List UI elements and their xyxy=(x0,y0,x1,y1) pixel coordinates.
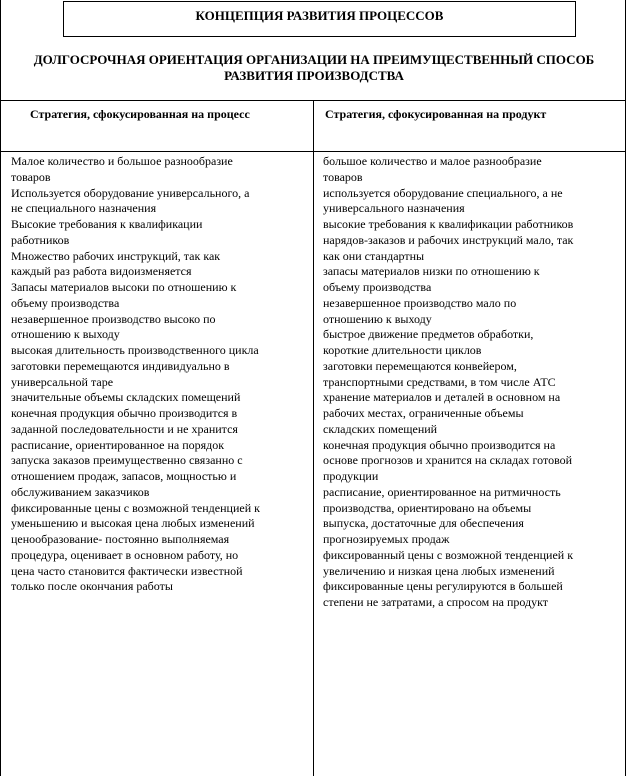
product-column-line: как они стандартны xyxy=(323,248,425,263)
process-column-line: Запасы материалов высоки по отношению к xyxy=(11,280,237,294)
process-column-line: Множество рабочих инструкций, так как xyxy=(11,248,221,263)
product-column-line: фиксированные цены регулируются в большей xyxy=(323,579,563,594)
process-column-line: высокая длительность производственного цикла xyxy=(11,343,259,357)
process-column-line: товаров xyxy=(11,169,51,184)
product-column-line: увеличению и низкая цена любых изменений xyxy=(323,563,555,578)
product-column-line: незавершенное производство мало по xyxy=(323,295,517,310)
product-column-line: высокие требования к квалификации работников xyxy=(323,217,574,231)
product-column-line: короткие длительности циклов xyxy=(323,343,482,357)
page-subtitle xyxy=(6,52,622,84)
product-column-text xyxy=(323,154,623,611)
left-border xyxy=(0,0,1,776)
product-column-line: используется оборудование специального, а не xyxy=(323,185,563,200)
product-column-line: нарядов-заказов и рабочих инструкций мало, так xyxy=(323,232,574,247)
process-column-line: значительные объемы складских помещений xyxy=(11,390,241,405)
process-column-line: работников xyxy=(11,232,70,247)
product-column-line: отношению к выходу xyxy=(323,311,432,326)
process-column-line: Малое количество и большое разнообразие xyxy=(11,154,233,168)
product-column-line: большое количество и малое разнообразие xyxy=(323,154,542,168)
process-column-line: ценообразование- постоянно выполняемая xyxy=(11,532,230,546)
header-bottom-rule xyxy=(0,151,626,152)
product-column-line: фиксированный цены с возможной тенденцией к xyxy=(323,547,574,562)
process-column-line: отношением продаж, запасов, мощностью и xyxy=(11,469,237,483)
process-column-line: расписание, ориентированное на порядок xyxy=(11,437,225,452)
process-column-line: Высокие требования к квалификации xyxy=(11,217,203,231)
process-column-line: запуска заказов преимущественно связанно с xyxy=(11,453,243,468)
product-column-line: продукции xyxy=(323,469,379,483)
process-column-line: только после окончания работы xyxy=(11,579,173,594)
product-column-line: заготовки перемещаются конвейером, xyxy=(323,358,517,373)
page-title: КОНЦЕПЦИЯ РАЗВИТИЯ ПРОЦЕССОВ xyxy=(63,1,576,37)
process-column-line: уменьшению и высокая цена любых изменений xyxy=(11,516,255,531)
process-column-line: обслуживанием заказчиков xyxy=(11,484,150,499)
subtitle-line-1: ДОЛГОСРОЧНАЯ ОРИЕНТАЦИЯ ОРГАНИЗАЦИИ НА ПРЕИМУЩЕСТВЕННЫЙ СПОСОБ xyxy=(33,52,595,67)
product-column-line: объему производства xyxy=(323,280,432,294)
product-column-line: запасы материалов низки по отношению к xyxy=(323,264,540,279)
process-column-line: заданной последовательности и не хранится xyxy=(11,421,238,436)
product-column-line: хранение материалов и деталей в основном на xyxy=(323,390,561,405)
process-column-line: незавершенное производство высоко по xyxy=(11,311,216,326)
process-column-line: процедура, оценивает в основном работу, но xyxy=(11,547,239,562)
process-column-line: конечная продукция обычно производится в xyxy=(11,406,238,420)
product-column-line: расписание, ориентированное на ритмичность xyxy=(323,484,561,499)
product-column-line: универсального назначения xyxy=(323,201,465,216)
product-column-line: выпуска, достаточные для обеспечения xyxy=(323,516,524,531)
subtitle-line-2: РАЗВИТИЯ ПРОИЗВОДСТВА xyxy=(224,68,404,83)
product-column-line: складских помещений xyxy=(323,421,438,436)
process-column-text xyxy=(11,154,309,595)
product-column-line: транспортными средствами, в том числе АТС xyxy=(323,374,556,389)
process-column-line: каждый раз работа видоизменяется xyxy=(11,264,192,279)
product-column-header: Стратегия, сфокусированная на продукт xyxy=(325,107,547,121)
product-column-line: рабочих местах, ограниченные объемы xyxy=(323,406,524,420)
product-column-line: быстрое движение предметов обработки, xyxy=(323,327,534,342)
product-column-line: степени не затратами, а спросом на продукт xyxy=(323,595,549,609)
product-column-line: товаров xyxy=(323,169,363,184)
process-column-line: Используется оборудование универсального, а xyxy=(11,185,250,200)
product-column-line: основе прогнозов и хранится на складах готовой xyxy=(323,453,573,468)
process-column-line: не специального назначения xyxy=(11,201,157,216)
process-column-line: универсальной таре xyxy=(11,374,114,389)
product-column-line: конечная продукция обычно производится на xyxy=(323,437,556,452)
product-column-line: прогнозируемых продаж xyxy=(323,532,450,546)
process-column-line: заготовки перемещаются индивидуально в xyxy=(11,358,230,373)
product-column-line: производства, ориентировано на объемы xyxy=(323,500,532,515)
process-column-line: объему производства xyxy=(11,295,120,310)
process-column-line: отношению к выходу xyxy=(11,327,120,342)
process-column-line: цена часто становится фактически известной xyxy=(11,563,243,578)
process-column-line: фиксированные цены с возможной тенденцией к xyxy=(11,500,260,515)
process-column-header: Стратегия, сфокусированная на процесс xyxy=(30,107,250,121)
column-divider xyxy=(313,100,314,776)
header-top-rule xyxy=(0,100,626,101)
